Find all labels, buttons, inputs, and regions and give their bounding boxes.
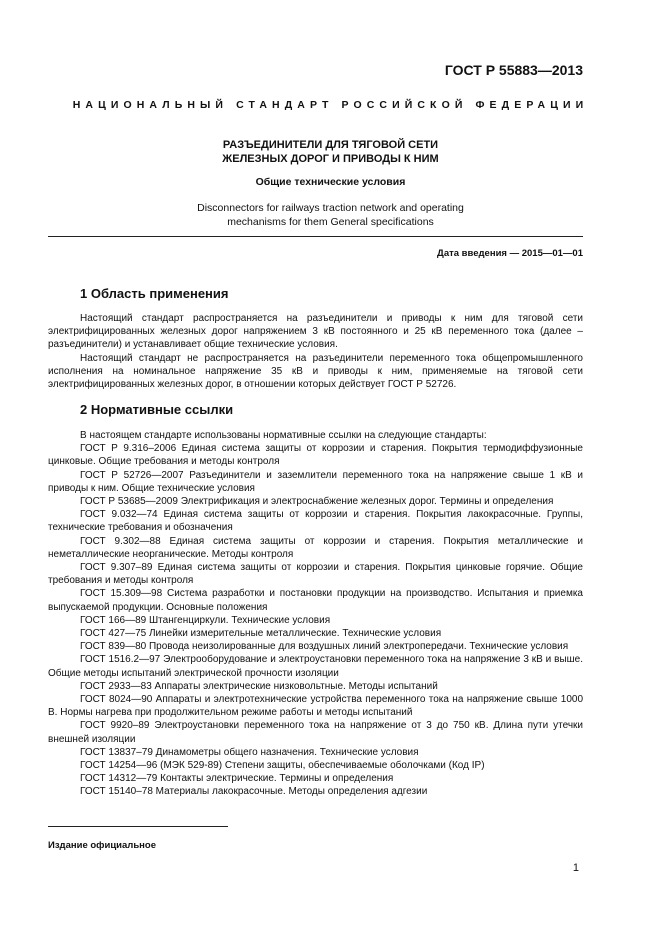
- section-2-body: [48, 429, 583, 799]
- reference-item: ГОСТ Р 52726—2007 Разъединители и заземлители переменного тока на напряжение свыше 1 кВ и приводы к ним. Общие технические условия: [48, 469, 583, 494]
- title-ru-line2: ЖЕЛЕЗНЫХ ДОРОГ И ПРИВОДЫ К НИМ: [222, 153, 439, 165]
- reference-item: ГОСТ 166—89 Штангенциркули. Технические условия: [80, 614, 331, 626]
- reference-item: ГОСТ 9.307–89 Единая система защиты от коррозии и старения. Покрытия цинковые горячие. Общие требования и методы контроля: [48, 562, 583, 587]
- reference-item: ГОСТ 9.302—88 Единая система защиты от коррозии и старения. Покрытия металлические и неметаллические неорганические. Методы контроля: [48, 535, 583, 560]
- paragraph: Настоящий стандарт распространяется на разъединители и приводы к ним для тяговой сети электрифицированных железных дорог напряжением 3 кВ постоянного и 25 кВ переменного тока (далее – разъединители) и устанавливает общие технические условия.: [48, 313, 583, 351]
- reference-item: ГОСТ 9920–89 Электроустановки переменного тока на напряжение от 3 до 750 кВ. Длина пути утечки внешней изоляции: [48, 720, 583, 745]
- reference-item: ГОСТ Р 53685—2009 Электрификация и электроснабжение железных дорог. Термины и определения: [80, 496, 554, 508]
- section-1-body: [48, 312, 583, 391]
- reference-item: ГОСТ 427—75 Линейки измерительные металлические. Технические условия: [80, 628, 442, 640]
- reference-item: ГОСТ 14254—96 (МЭК 529-89) Степени защиты, обеспечиваемые оболочками (Код IP): [80, 760, 485, 772]
- document-subtitle-ru: Общие технические условия: [255, 176, 406, 188]
- paragraph: Настоящий стандарт не распространяется на разъединители переменного тока общепромышленного исполнения на номинальное напряжение 35 кВ и приводы к ним, применяемые на тяговой сети электрифицированных железных дорог, в отношении которых действует ГОСТ Р 52726.: [48, 352, 583, 391]
- reference-item: ГОСТ 14312—79 Контакты электрические. Термины и определения: [80, 773, 394, 785]
- paragraph: В настоящем стандарте использованы нормативные ссылки на следующие стандарты:: [80, 430, 487, 441]
- reference-item: ГОСТ 1516.2—97 Электрооборудование и электроустановки переменного тока на напряжение 3 кВ и выше. Общие методы испытаний электрической прочности изоляции: [48, 654, 583, 679]
- page-number: 1: [572, 862, 579, 874]
- reference-item: ГОСТ 13837–79 Динамометры общего назначения. Технические условия: [80, 746, 419, 758]
- section-2-heading: 2 Нормативные ссылки: [80, 402, 234, 417]
- document-title-ru: [0, 138, 661, 166]
- title-en-line1: Disconnectors for railways traction network and operating: [197, 202, 464, 214]
- gost-number: ГОСТ Р 55883—2013: [444, 62, 583, 78]
- title-ru-line1: РАЗЪЕДИНИТЕЛИ ДЛЯ ТЯГОВОЙ СЕТИ: [222, 139, 439, 151]
- title-en-line2: mechanisms for them General specifications: [227, 216, 434, 228]
- introduction-date: Дата введения — 2015—01—01: [437, 248, 583, 259]
- reference-item: ГОСТ Р 9.316–2006 Единая система защиты от коррозии и старения. Покрытия термодиффузионные цинковые. Общие требования и методы контроля: [48, 443, 583, 468]
- reference-item: ГОСТ 15140–78 Материалы лакокрасочные. Методы определения адгезии: [80, 786, 428, 798]
- reference-item: ГОСТ 2933—83 Аппараты электрические низковольтные. Методы испытаний: [80, 680, 438, 692]
- document-title-en: [0, 201, 661, 229]
- national-standard-banner: НАЦИОНАЛЬНЫЙ СТАНДАРТ РОССИЙСКОЙ ФЕДЕРАЦИИ: [72, 99, 589, 111]
- edition-label: Издание официальное: [48, 840, 156, 851]
- reference-item: ГОСТ 15.309—98 Система разработки и постановки продукции на производство. Испытания и приемка выпускаемой продукции. Основные положения: [48, 588, 583, 613]
- section-1-heading: 1 Область применения: [80, 286, 229, 301]
- reference-item: ГОСТ 8024—90 Аппараты и электротехнические устройства переменного тока на напряжение свыше 1000 В. Нормы нагрева при продолжительном режиме работы и методы испытаний: [48, 694, 583, 719]
- footer-divider: [48, 826, 228, 827]
- reference-item: ГОСТ 9.032—74 Единая система защиты от коррозии и старения. Покрытия лакокрасочные. Группы, технические требования и обозначения: [48, 509, 583, 534]
- header-divider: [48, 236, 583, 237]
- reference-item: ГОСТ 839—80 Провода неизолированные для воздушных линий электропередачи. Технические условия: [80, 641, 569, 653]
